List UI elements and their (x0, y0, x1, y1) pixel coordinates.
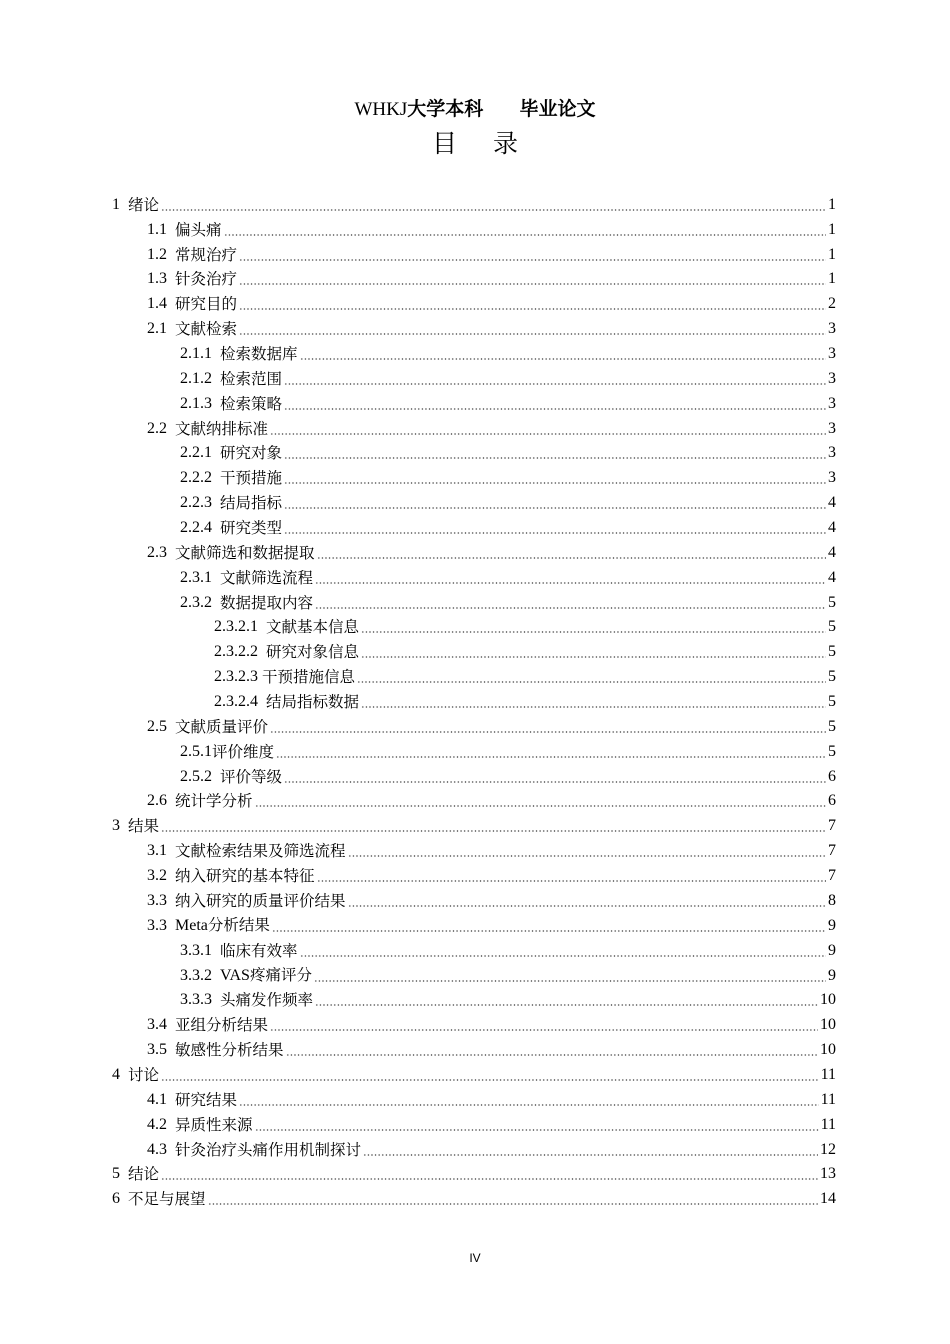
toc-dot-leader (286, 1054, 818, 1056)
toc-entry-title (128, 1189, 206, 1209)
toc-entry-title-text: 针灸治疗头痛作用机制探讨 (175, 1140, 362, 1159)
toc-dot-leader (348, 905, 826, 907)
toc-entry-number: 2.5.1 (180, 742, 212, 760)
toc-entry-number: 2.5.2 (180, 767, 220, 785)
toc-dot-leader (270, 731, 826, 733)
toc-entry-number: 2.3.2.4 (214, 693, 266, 711)
toc-dot-leader (361, 706, 826, 708)
header-doc-type: 毕业论文 (519, 98, 596, 120)
toc-entry-page: 3 (828, 369, 836, 387)
toc-entry-number: 2.2.4 (180, 519, 220, 537)
toc-entry-title-text: 研究结果 (175, 1090, 238, 1109)
toc-entry-title (220, 443, 282, 463)
toc-entry[interactable] (0, 836, 950, 861)
toc-entry-number: 2.3.2.3 (214, 668, 262, 686)
toc-entry[interactable] (0, 811, 950, 836)
toc-entry[interactable] (0, 439, 950, 464)
toc-entry-title (266, 642, 359, 662)
toc-entry-title (220, 568, 313, 588)
toc-dot-leader (276, 756, 826, 758)
toc-entry-number: 1.1 (147, 220, 175, 238)
toc-entry-title-text: 评价维度 (212, 742, 275, 761)
toc-entry-title-text: 不足与展望 (128, 1190, 206, 1209)
toc-entry-title-text: 研究对象 (220, 444, 283, 463)
toc-entry-title-text: 文献筛选流程 (220, 568, 314, 587)
toc-entry-title (175, 717, 268, 737)
toc-entry-title (266, 617, 359, 637)
toc-entry-title-text: 文献筛选和数据提取 (175, 543, 315, 562)
toc-entry-page: 3 (828, 394, 836, 412)
toc-entry-page: 5 (828, 618, 836, 636)
toc-entry-number: 2.2 (147, 419, 175, 437)
toc-entry-title-text: 检索数据库 (220, 345, 298, 364)
toc-entry-title (175, 915, 270, 936)
toc-entry-page: 7 (828, 817, 836, 835)
toc-entry[interactable] (0, 986, 950, 1011)
toc-entry[interactable] (0, 662, 950, 687)
toc-entry-number: 4.3 (147, 1140, 175, 1158)
toc-entry[interactable] (0, 712, 950, 737)
toc-entry-title-text: 干预措施 (220, 469, 283, 488)
toc-entry[interactable] (0, 787, 950, 812)
toc-entry-page: 10 (820, 991, 836, 1009)
toc-entry-title-text: 敏感性分析结果 (175, 1041, 284, 1060)
toc-entry-page: 9 (828, 941, 836, 959)
toc-entry-page: 9 (828, 916, 836, 934)
toc-entry-title (175, 1090, 237, 1110)
toc-entry[interactable] (0, 1160, 950, 1185)
toc-entry-page: 10 (820, 1016, 836, 1034)
toc-entry-number: 2.3.2.2 (214, 643, 266, 661)
toc-entry-title (175, 220, 222, 240)
toc-entry-title-latin: Meta (175, 916, 208, 934)
toc-entry-title (220, 518, 282, 538)
toc-entry-title-text: 偏头痛 (175, 220, 222, 239)
toc-dot-leader (239, 259, 826, 261)
toc-dot-leader (270, 433, 826, 435)
toc-entry-number: 3.3 (147, 916, 175, 934)
toc-entry-number: 4 (112, 1065, 128, 1083)
toc-entry-number: 1 (112, 195, 128, 213)
toc-entry-page: 7 (828, 842, 836, 860)
toc-entry[interactable] (0, 911, 950, 936)
toc-entry[interactable] (0, 563, 950, 588)
toc-entry-title (212, 742, 274, 762)
toc-dot-leader (208, 1203, 818, 1205)
toc-entry-title-text: 结局指标数据 (266, 693, 360, 712)
toc-entry-title (220, 344, 298, 364)
toc-dot-leader (255, 1129, 819, 1131)
toc-entry-page: 10 (820, 1041, 836, 1059)
toc-entry-title (175, 791, 253, 811)
toc-entry-number: 2.2.2 (180, 469, 220, 487)
toc-entry[interactable] (0, 364, 950, 389)
toc-entry-page: 7 (828, 867, 836, 885)
toc-entry-number: 3.4 (147, 1016, 175, 1034)
toc-dot-leader (284, 383, 826, 385)
toc-entry-title-text: 异质性来源 (175, 1115, 253, 1134)
toc-dot-leader (357, 681, 826, 683)
toc-entry[interactable] (0, 265, 950, 290)
toc-entry-title-text: 数据提取内容 (220, 593, 314, 612)
toc-entry-number: 4.1 (147, 1090, 175, 1108)
toc-dot-leader (284, 457, 826, 459)
toc-dot-leader (284, 781, 826, 783)
toc-entry-page: 5 (828, 742, 836, 760)
toc-entry-page: 11 (820, 1090, 836, 1108)
toc-entry-title-text: 绪论 (128, 195, 160, 214)
toc-entry-title (220, 493, 282, 513)
toc-entry[interactable] (0, 463, 950, 488)
toc-entry-title (220, 369, 282, 389)
toc-entry[interactable] (0, 613, 950, 638)
toc-entry-number: 2.1 (147, 320, 175, 338)
toc-entry-page: 9 (828, 966, 836, 984)
toc-entry-title-text: 文献基本信息 (266, 618, 360, 637)
toc-entry-number: 3.1 (147, 842, 175, 860)
toc-entry-page: 1 (828, 195, 836, 213)
toc-entry-number: 2.5 (147, 717, 175, 735)
toc-entry[interactable] (0, 190, 950, 215)
toc-dot-leader (315, 607, 826, 609)
toc-entry-page: 4 (828, 519, 836, 537)
toc-dot-leader (161, 1178, 818, 1180)
toc-dot-leader (317, 880, 826, 882)
toc-entry-title-text: 文献纳排标准 (175, 419, 269, 438)
toc-dot-leader (272, 930, 826, 932)
header-school-code: WHKJ (354, 99, 408, 120)
toc-entry-title (175, 319, 237, 339)
toc-entry-title-text: 疼痛评分 (249, 965, 312, 984)
toc-entry-title (175, 841, 346, 861)
toc-entry-page: 1 (828, 270, 836, 288)
toc-dot-leader (284, 532, 826, 534)
toc-entry[interactable] (0, 240, 950, 265)
toc-entry-title-text: 检索范围 (220, 369, 283, 388)
toc-dot-leader (315, 1004, 818, 1006)
toc-entry-title (175, 1140, 361, 1160)
toc-dot-leader (239, 283, 826, 285)
toc-entry-title-text: 讨论 (128, 1065, 160, 1084)
toc-entry-title (175, 269, 237, 289)
toc-entry[interactable] (0, 389, 950, 414)
toc-dot-leader (224, 234, 826, 236)
toc-entry-title-text: 纳入研究的质量评价结果 (175, 891, 346, 910)
toc-entry-title (175, 245, 237, 265)
toc-dot-leader (361, 656, 826, 658)
toc-title: 目 录 (432, 129, 532, 158)
toc-entry-page: 3 (828, 419, 836, 437)
toc-entry-page: 1 (828, 245, 836, 263)
toc-entry[interactable] (0, 488, 950, 513)
toc-entry-title (266, 692, 359, 712)
toc-entry-title-text: 纳入研究的基本特征 (175, 867, 315, 886)
toc-entry-number: 3.3.2 (180, 966, 220, 984)
toc-entry-title-text: 评价等级 (220, 767, 283, 786)
toc-entry-title-text: 检索策略 (220, 394, 283, 413)
toc-entry[interactable] (0, 936, 950, 961)
toc-entry-page: 5 (828, 693, 836, 711)
toc-dot-leader (361, 631, 826, 633)
toc-entry-page: 13 (820, 1165, 836, 1183)
toc-entry-number: 2.3 (147, 543, 175, 561)
toc-entry-title (220, 468, 282, 488)
toc-dot-leader (161, 209, 826, 211)
toc-entry-page: 11 (820, 1115, 836, 1133)
toc-entry-title (175, 1040, 284, 1060)
toc-entry-page: 5 (828, 643, 836, 661)
toc-dot-leader (300, 955, 826, 957)
toc-entry-title-text: 结局指标 (220, 494, 283, 513)
toc-entry-page: 3 (828, 444, 836, 462)
toc-entry-title (220, 767, 282, 787)
toc-entry-number: 3 (112, 817, 128, 835)
toc-entry-title (262, 667, 355, 687)
toc-entry[interactable] (0, 1085, 950, 1110)
toc-entry-page: 5 (828, 668, 836, 686)
toc-entry-title (175, 294, 237, 314)
toc-entry-number: 3.3 (147, 891, 175, 909)
toc-dot-leader (314, 980, 826, 982)
toc-entry-number: 5 (112, 1165, 128, 1183)
toc-entry-title-text: 统计学分析 (175, 792, 253, 811)
toc-dot-leader (239, 308, 826, 310)
toc-entry-title (175, 891, 346, 911)
toc-entry-page: 5 (828, 593, 836, 611)
header-school-level: 大学本科 (407, 98, 484, 120)
toc-dot-leader (255, 805, 826, 807)
toc-entry[interactable] (0, 215, 950, 240)
toc-entry[interactable] (0, 861, 950, 886)
toc-entry-title (175, 866, 315, 886)
toc-entry-title-text: 临床有效率 (220, 941, 298, 960)
toc-dot-leader (161, 1079, 819, 1081)
toc-entry-number: 1.3 (147, 270, 175, 288)
toc-entry-page: 5 (828, 717, 836, 735)
toc-dot-leader (239, 1104, 819, 1106)
toc-entry-page: 3 (828, 345, 836, 363)
toc-entry-page: 14 (820, 1190, 836, 1208)
toc-entry-title-latin: VAS (220, 966, 250, 984)
toc-entry-title (128, 1065, 159, 1085)
toc-entry[interactable] (0, 289, 950, 314)
toc-entry-title-text: 文献检索 (175, 320, 238, 339)
toc-entry[interactable] (0, 637, 950, 662)
toc-entry-title-text: 研究类型 (220, 519, 283, 538)
page-number: IV (469, 1251, 481, 1265)
toc-entry-page: 11 (820, 1065, 836, 1083)
toc-entry-page: 4 (828, 543, 836, 561)
toc-entry-title (175, 419, 268, 439)
toc-entry-page: 12 (820, 1140, 836, 1158)
toc-entry-number: 3.3.1 (180, 941, 220, 959)
toc-entry[interactable] (0, 687, 950, 712)
toc-entry-title-text: 研究目的 (175, 295, 238, 314)
toc-entry-title (175, 543, 315, 563)
toc-entry-title (128, 195, 159, 215)
toc-entry-page: 6 (828, 767, 836, 785)
toc-entry-title-text: 结果 (128, 817, 160, 836)
toc-entry-title (128, 1164, 159, 1184)
toc-entry[interactable] (0, 1010, 950, 1035)
toc-entry-title (175, 1115, 253, 1135)
toc-entry[interactable] (0, 414, 950, 439)
toc-entry-number: 1.2 (147, 245, 175, 263)
toc-dot-leader (161, 830, 826, 832)
toc-entry-number: 3.5 (147, 1041, 175, 1059)
toc-entry-title-text: 结论 (128, 1165, 160, 1184)
toc-entry-page: 8 (828, 891, 836, 909)
toc-entry[interactable] (0, 588, 950, 613)
toc-dot-leader (315, 582, 826, 584)
table-of-contents (0, 190, 950, 1209)
header-gap (483, 98, 519, 120)
toc-entry-number: 2.1.1 (180, 345, 220, 363)
toc-entry-title-text: 头痛发作频率 (220, 991, 314, 1010)
toc-entry-page: 2 (828, 295, 836, 313)
toc-entry-title (220, 965, 312, 986)
toc-entry-number: 2.1.3 (180, 394, 220, 412)
toc-dot-leader (348, 855, 826, 857)
toc-entry[interactable] (0, 762, 950, 787)
toc-entry-number: 4.2 (147, 1115, 175, 1133)
page-header (0, 96, 950, 123)
toc-dot-leader (284, 507, 826, 509)
toc-entry[interactable] (0, 1110, 950, 1135)
toc-entry-number: 2.2.1 (180, 444, 220, 462)
toc-dot-leader (284, 408, 826, 410)
toc-entry-title (175, 1015, 268, 1035)
toc-dot-leader (300, 358, 826, 360)
toc-entry-page: 4 (828, 568, 836, 586)
toc-entry[interactable] (0, 1035, 950, 1060)
toc-entry-title-text: 文献质量评价 (175, 717, 269, 736)
toc-entry[interactable] (0, 1060, 950, 1085)
toc-entry-title-text: 针灸治疗 (175, 270, 238, 289)
toc-entry-page: 6 (828, 792, 836, 810)
toc-entry[interactable] (0, 538, 950, 563)
toc-entry-page: 3 (828, 320, 836, 338)
toc-entry[interactable] (0, 339, 950, 364)
toc-entry-title-text: 研究对象信息 (266, 643, 360, 662)
toc-entry-number: 3.2 (147, 867, 175, 885)
toc-entry[interactable] (0, 513, 950, 538)
toc-entry-number: 2.1.2 (180, 369, 220, 387)
toc-entry-title-text: 分析结果 (207, 915, 270, 934)
toc-entry-title-text: 文献检索结果及筛选流程 (175, 842, 346, 861)
toc-entry[interactable] (0, 314, 950, 339)
toc-entry-title (128, 816, 159, 836)
toc-entry-page: 1 (828, 220, 836, 238)
toc-dot-leader (317, 557, 826, 559)
toc-entry-number: 3.3.3 (180, 991, 220, 1009)
toc-entry-title-text: 亚组分析结果 (175, 1016, 269, 1035)
toc-entry-title (220, 941, 298, 961)
toc-entry-title (220, 593, 313, 613)
toc-dot-leader (363, 1154, 818, 1156)
toc-entry-title (220, 394, 282, 414)
toc-entry-page: 4 (828, 494, 836, 512)
toc-dot-leader (270, 1029, 818, 1031)
toc-entry-page: 3 (828, 469, 836, 487)
toc-entry[interactable] (0, 1135, 950, 1160)
toc-entry[interactable] (0, 737, 950, 762)
toc-entry-number: 2.3.1 (180, 568, 220, 586)
toc-dot-leader (284, 482, 826, 484)
toc-entry-number: 6 (112, 1190, 128, 1208)
toc-entry-number: 1.4 (147, 295, 175, 313)
toc-entry[interactable] (0, 886, 950, 911)
toc-entry-title-text: 干预措施信息 (262, 668, 356, 687)
toc-entry-number: 2.6 (147, 792, 175, 810)
toc-entry[interactable] (0, 961, 950, 986)
toc-dot-leader (239, 333, 826, 335)
toc-entry[interactable] (0, 1184, 950, 1209)
toc-entry-number: 2.2.3 (180, 494, 220, 512)
toc-entry-number: 2.3.2.1 (214, 618, 266, 636)
toc-entry-number: 2.3.2 (180, 593, 220, 611)
toc-entry-title (220, 990, 313, 1010)
toc-entry-title-text: 常规治疗 (175, 245, 238, 264)
